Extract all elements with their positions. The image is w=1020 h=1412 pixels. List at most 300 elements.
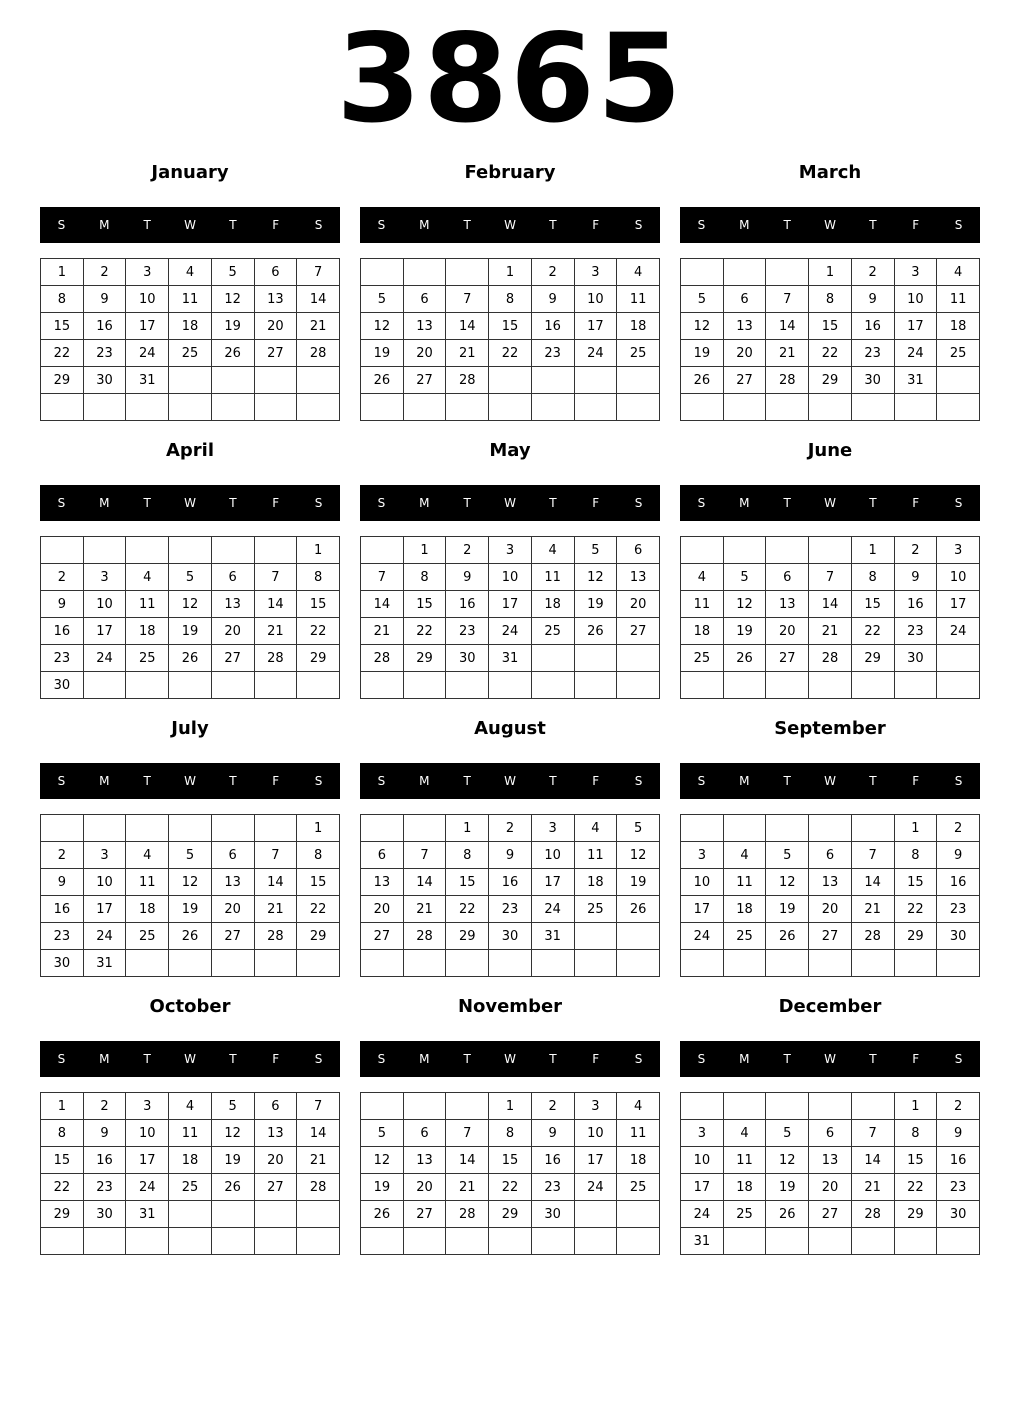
weekday-label: S xyxy=(634,218,643,232)
day-cell: 19 xyxy=(766,1174,809,1201)
day-cell: 25 xyxy=(126,645,169,672)
week-row xyxy=(41,645,340,672)
day-cell xyxy=(894,672,937,699)
day-cell: 18 xyxy=(617,1147,660,1174)
day-cell xyxy=(617,394,660,421)
day-cell xyxy=(574,394,617,421)
month-name: April xyxy=(165,440,215,461)
day-cell: 26 xyxy=(723,645,766,672)
week-row xyxy=(681,564,980,591)
day-grid xyxy=(680,1092,980,1255)
day-cell: 22 xyxy=(403,618,446,645)
day-cell xyxy=(126,672,169,699)
day-cell xyxy=(254,950,297,977)
day-cell: 13 xyxy=(403,1147,446,1174)
month-name: November xyxy=(457,996,563,1017)
weekday-label: T xyxy=(229,1052,237,1066)
weekday-label: T xyxy=(229,218,237,232)
weekday-label: F xyxy=(912,496,920,510)
week-row xyxy=(41,259,340,286)
day-cell: 30 xyxy=(937,923,980,950)
week-row xyxy=(41,1228,340,1255)
weekday-label: M xyxy=(99,496,110,510)
weekday-label: W xyxy=(504,218,516,232)
day-cell: 15 xyxy=(41,1147,84,1174)
day-cell: 27 xyxy=(809,1201,852,1228)
day-cell xyxy=(681,672,724,699)
day-cell: 25 xyxy=(531,618,574,645)
weekday-label: W xyxy=(824,218,836,232)
day-cell: 3 xyxy=(83,842,126,869)
day-cell: 21 xyxy=(297,313,340,340)
day-cell: 9 xyxy=(851,286,894,313)
day-cell: 5 xyxy=(169,842,212,869)
day-cell: 4 xyxy=(126,842,169,869)
day-cell xyxy=(211,1201,254,1228)
weekday-label: F xyxy=(592,774,600,788)
day-cell: 27 xyxy=(809,923,852,950)
day-cell: 8 xyxy=(41,1120,84,1147)
weekday-label: S xyxy=(697,774,706,788)
month-name: October xyxy=(149,996,231,1017)
weekday-label: M xyxy=(739,1052,750,1066)
day-cell: 17 xyxy=(937,591,980,618)
day-cell: 10 xyxy=(574,286,617,313)
day-cell: 19 xyxy=(574,591,617,618)
day-cell: 24 xyxy=(894,340,937,367)
day-cell: 21 xyxy=(766,340,809,367)
day-cell: 25 xyxy=(723,923,766,950)
day-cell: 11 xyxy=(126,591,169,618)
day-cell: 29 xyxy=(489,1201,532,1228)
week-row xyxy=(41,1093,340,1120)
day-cell: 8 xyxy=(851,564,894,591)
day-cell: 16 xyxy=(531,313,574,340)
day-cell: 31 xyxy=(126,367,169,394)
weekday-label: S xyxy=(314,1052,323,1066)
weekday-label: T xyxy=(783,774,791,788)
weekday-header xyxy=(680,763,980,799)
day-grid xyxy=(360,1092,660,1255)
day-cell: 8 xyxy=(41,286,84,313)
day-cell xyxy=(361,537,404,564)
day-cell: 5 xyxy=(211,259,254,286)
day-cell: 20 xyxy=(254,1147,297,1174)
day-cell xyxy=(41,815,84,842)
week-row xyxy=(681,1147,980,1174)
week-row xyxy=(361,923,660,950)
day-cell xyxy=(41,394,84,421)
day-cell xyxy=(297,394,340,421)
day-cell: 23 xyxy=(531,1174,574,1201)
weekday-label: S xyxy=(377,218,386,232)
day-cell xyxy=(809,672,852,699)
day-cell: 26 xyxy=(574,618,617,645)
day-cell xyxy=(254,367,297,394)
day-cell: 1 xyxy=(894,815,937,842)
day-cell: 17 xyxy=(681,896,724,923)
day-cell: 29 xyxy=(851,645,894,672)
weekday-label: S xyxy=(57,774,66,788)
day-cell: 29 xyxy=(809,367,852,394)
weekday-label: S xyxy=(954,1052,963,1066)
day-cell xyxy=(766,394,809,421)
weekday-label: F xyxy=(272,1052,280,1066)
day-cell xyxy=(126,815,169,842)
day-cell: 2 xyxy=(937,815,980,842)
week-row xyxy=(361,869,660,896)
day-cell: 25 xyxy=(617,340,660,367)
day-cell: 19 xyxy=(766,896,809,923)
day-cell xyxy=(403,394,446,421)
weekday-label: W xyxy=(504,1052,516,1066)
day-cell xyxy=(361,1228,404,1255)
day-cell: 29 xyxy=(41,1201,84,1228)
day-cell xyxy=(937,1228,980,1255)
week-row xyxy=(41,564,340,591)
week-row xyxy=(41,923,340,950)
day-cell: 26 xyxy=(617,896,660,923)
day-cell: 26 xyxy=(361,367,404,394)
day-cell: 8 xyxy=(297,564,340,591)
day-cell: 21 xyxy=(851,896,894,923)
day-cell xyxy=(681,394,724,421)
weekday-label: M xyxy=(419,218,430,232)
day-cell: 4 xyxy=(937,259,980,286)
weekday-label: T xyxy=(463,218,471,232)
day-cell: 13 xyxy=(211,869,254,896)
day-cell: 15 xyxy=(894,1147,937,1174)
week-row xyxy=(361,645,660,672)
day-cell: 24 xyxy=(574,1174,617,1201)
day-cell: 5 xyxy=(723,564,766,591)
day-cell xyxy=(446,1093,489,1120)
day-cell: 4 xyxy=(681,564,724,591)
day-cell: 23 xyxy=(446,618,489,645)
month-name: August xyxy=(474,718,546,739)
day-cell: 1 xyxy=(41,1093,84,1120)
day-cell xyxy=(937,367,980,394)
day-cell xyxy=(851,950,894,977)
week-row xyxy=(361,259,660,286)
day-cell: 28 xyxy=(446,1201,489,1228)
weekday-label: F xyxy=(592,218,600,232)
day-cell: 11 xyxy=(531,564,574,591)
day-cell xyxy=(809,537,852,564)
day-cell: 9 xyxy=(531,1120,574,1147)
day-cell: 21 xyxy=(297,1147,340,1174)
day-cell xyxy=(254,672,297,699)
week-row xyxy=(681,1201,980,1228)
day-cell: 16 xyxy=(937,869,980,896)
day-cell: 10 xyxy=(937,564,980,591)
day-cell: 1 xyxy=(851,537,894,564)
day-cell xyxy=(617,1228,660,1255)
week-row xyxy=(41,1201,340,1228)
day-cell: 10 xyxy=(681,1147,724,1174)
week-row xyxy=(681,1228,980,1255)
day-cell: 16 xyxy=(446,591,489,618)
weekday-label: T xyxy=(549,496,557,510)
day-cell: 27 xyxy=(254,1174,297,1201)
day-cell xyxy=(681,1093,724,1120)
weekday-label: S xyxy=(697,218,706,232)
day-cell: 5 xyxy=(766,842,809,869)
day-cell: 26 xyxy=(361,1201,404,1228)
day-cell xyxy=(361,950,404,977)
weekday-label: S xyxy=(954,496,963,510)
day-cell: 11 xyxy=(169,1120,212,1147)
day-cell: 25 xyxy=(617,1174,660,1201)
day-cell xyxy=(617,1201,660,1228)
day-cell xyxy=(83,672,126,699)
day-cell: 28 xyxy=(403,923,446,950)
day-cell: 14 xyxy=(297,286,340,313)
day-cell xyxy=(531,1228,574,1255)
day-cell: 13 xyxy=(403,313,446,340)
week-row xyxy=(681,313,980,340)
day-grid xyxy=(40,1092,340,1255)
day-cell: 6 xyxy=(361,842,404,869)
day-cell: 3 xyxy=(681,1120,724,1147)
day-cell xyxy=(531,950,574,977)
day-cell xyxy=(211,815,254,842)
day-cell: 14 xyxy=(851,869,894,896)
day-cell: 5 xyxy=(681,286,724,313)
day-cell: 26 xyxy=(681,367,724,394)
day-cell: 14 xyxy=(254,869,297,896)
day-cell: 24 xyxy=(937,618,980,645)
day-cell xyxy=(169,950,212,977)
weekday-header xyxy=(40,763,340,799)
day-cell: 28 xyxy=(254,923,297,950)
day-cell: 23 xyxy=(531,340,574,367)
day-cell: 21 xyxy=(254,896,297,923)
day-cell xyxy=(766,259,809,286)
day-cell: 23 xyxy=(83,340,126,367)
day-cell: 2 xyxy=(41,564,84,591)
day-cell: 11 xyxy=(723,869,766,896)
day-cell: 7 xyxy=(851,1120,894,1147)
day-cell: 14 xyxy=(851,1147,894,1174)
day-cell: 17 xyxy=(574,313,617,340)
day-cell: 15 xyxy=(403,591,446,618)
day-cell: 26 xyxy=(766,1201,809,1228)
day-cell xyxy=(723,537,766,564)
day-cell: 28 xyxy=(851,923,894,950)
day-cell: 11 xyxy=(617,286,660,313)
day-cell: 19 xyxy=(723,618,766,645)
week-row xyxy=(361,1201,660,1228)
day-cell: 27 xyxy=(403,367,446,394)
day-cell: 17 xyxy=(574,1147,617,1174)
day-cell: 5 xyxy=(169,564,212,591)
day-cell xyxy=(617,672,660,699)
weekday-label: F xyxy=(912,218,920,232)
day-cell: 28 xyxy=(851,1201,894,1228)
day-cell: 22 xyxy=(41,1174,84,1201)
day-cell: 10 xyxy=(681,869,724,896)
weekday-label: T xyxy=(143,1052,151,1066)
day-cell: 20 xyxy=(211,618,254,645)
day-cell: 7 xyxy=(403,842,446,869)
month-name: February xyxy=(464,162,556,183)
day-cell xyxy=(809,815,852,842)
day-cell xyxy=(297,1201,340,1228)
weekday-header xyxy=(40,1041,340,1077)
day-cell: 30 xyxy=(531,1201,574,1228)
day-cell xyxy=(574,367,617,394)
day-cell: 16 xyxy=(83,313,126,340)
day-cell: 22 xyxy=(809,340,852,367)
day-cell: 31 xyxy=(83,950,126,977)
day-cell: 14 xyxy=(361,591,404,618)
day-cell: 15 xyxy=(809,313,852,340)
day-grid xyxy=(360,258,660,421)
day-cell: 1 xyxy=(446,815,489,842)
day-cell xyxy=(361,394,404,421)
week-row xyxy=(361,815,660,842)
week-row xyxy=(681,591,980,618)
day-cell xyxy=(723,1093,766,1120)
day-cell: 20 xyxy=(766,618,809,645)
day-cell: 16 xyxy=(41,618,84,645)
week-row xyxy=(41,313,340,340)
day-cell: 7 xyxy=(297,259,340,286)
weekday-label: F xyxy=(272,774,280,788)
day-cell xyxy=(297,1228,340,1255)
day-cell: 9 xyxy=(531,286,574,313)
day-cell: 6 xyxy=(254,1093,297,1120)
day-cell: 15 xyxy=(894,869,937,896)
weekday-label: S xyxy=(954,774,963,788)
weekday-label: M xyxy=(739,218,750,232)
day-cell xyxy=(361,1093,404,1120)
day-cell: 28 xyxy=(297,1174,340,1201)
day-cell: 30 xyxy=(83,1201,126,1228)
week-row xyxy=(361,842,660,869)
day-cell: 24 xyxy=(126,340,169,367)
day-cell: 13 xyxy=(254,286,297,313)
day-cell xyxy=(211,537,254,564)
weekday-label: F xyxy=(592,496,600,510)
day-cell: 20 xyxy=(403,1174,446,1201)
week-row xyxy=(681,869,980,896)
day-cell: 3 xyxy=(937,537,980,564)
day-cell: 26 xyxy=(169,923,212,950)
day-cell: 5 xyxy=(361,1120,404,1147)
weekday-label: T xyxy=(549,218,557,232)
day-cell xyxy=(723,815,766,842)
week-row xyxy=(41,672,340,699)
weekday-label: M xyxy=(419,774,430,788)
day-cell: 31 xyxy=(126,1201,169,1228)
day-cell xyxy=(403,950,446,977)
day-cell: 22 xyxy=(446,896,489,923)
day-cell: 2 xyxy=(531,1093,574,1120)
week-row xyxy=(41,618,340,645)
week-row xyxy=(681,394,980,421)
weekday-label: W xyxy=(184,218,196,232)
day-cell: 15 xyxy=(851,591,894,618)
day-cell: 10 xyxy=(574,1120,617,1147)
day-cell: 10 xyxy=(489,564,532,591)
day-cell: 20 xyxy=(809,896,852,923)
day-cell: 30 xyxy=(851,367,894,394)
day-cell: 14 xyxy=(297,1120,340,1147)
day-cell: 21 xyxy=(446,1174,489,1201)
day-cell: 7 xyxy=(361,564,404,591)
day-cell xyxy=(126,394,169,421)
day-cell: 9 xyxy=(41,591,84,618)
day-cell: 18 xyxy=(574,869,617,896)
day-cell xyxy=(489,950,532,977)
day-cell xyxy=(681,815,724,842)
day-cell: 23 xyxy=(937,1174,980,1201)
weekday-header xyxy=(360,763,660,799)
day-cell: 25 xyxy=(126,923,169,950)
day-cell: 22 xyxy=(297,896,340,923)
day-cell: 25 xyxy=(169,340,212,367)
day-cell: 12 xyxy=(766,1147,809,1174)
day-cell: 2 xyxy=(446,537,489,564)
day-cell xyxy=(211,672,254,699)
week-row xyxy=(361,564,660,591)
day-cell xyxy=(403,259,446,286)
day-cell: 14 xyxy=(446,313,489,340)
day-cell: 2 xyxy=(41,842,84,869)
weekday-label: T xyxy=(869,496,877,510)
day-cell: 6 xyxy=(617,537,660,564)
weekday-label: S xyxy=(697,1052,706,1066)
day-cell: 18 xyxy=(169,313,212,340)
day-cell xyxy=(617,645,660,672)
day-cell: 19 xyxy=(211,313,254,340)
day-cell xyxy=(211,367,254,394)
weekday-label: S xyxy=(634,496,643,510)
day-cell: 24 xyxy=(531,896,574,923)
weekday-label: T xyxy=(143,774,151,788)
week-row xyxy=(41,340,340,367)
day-cell xyxy=(169,1201,212,1228)
day-cell: 6 xyxy=(809,842,852,869)
day-cell: 31 xyxy=(681,1228,724,1255)
day-cell: 7 xyxy=(254,564,297,591)
day-cell: 3 xyxy=(681,842,724,869)
day-cell: 19 xyxy=(169,618,212,645)
day-cell xyxy=(169,1228,212,1255)
day-cell: 14 xyxy=(254,591,297,618)
day-cell: 28 xyxy=(254,645,297,672)
day-cell: 17 xyxy=(126,1147,169,1174)
day-cell: 1 xyxy=(297,537,340,564)
day-cell: 21 xyxy=(254,618,297,645)
weekday-label: S xyxy=(634,1052,643,1066)
week-row xyxy=(361,1093,660,1120)
day-cell: 24 xyxy=(489,618,532,645)
week-row xyxy=(41,394,340,421)
day-cell: 27 xyxy=(403,1201,446,1228)
day-cell: 17 xyxy=(83,618,126,645)
day-cell: 18 xyxy=(126,896,169,923)
day-cell: 15 xyxy=(41,313,84,340)
weekday-header xyxy=(40,207,340,243)
day-cell xyxy=(211,950,254,977)
day-cell xyxy=(254,537,297,564)
day-cell xyxy=(723,672,766,699)
day-cell: 19 xyxy=(617,869,660,896)
day-cell xyxy=(531,367,574,394)
